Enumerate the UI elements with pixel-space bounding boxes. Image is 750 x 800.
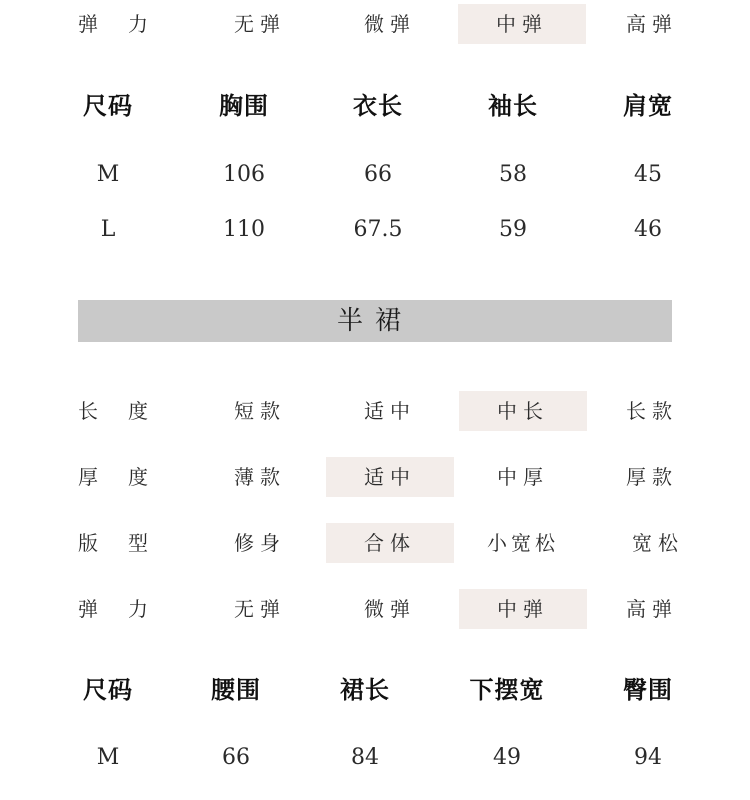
option-cell-selected: 中弹 — [459, 589, 587, 629]
value-cell: 49 — [493, 745, 521, 770]
skirt-size-header — [0, 670, 750, 710]
value-cell: 66 — [364, 162, 392, 187]
header-cell: 尺码 — [83, 675, 133, 704]
value-cell: 84 — [351, 745, 379, 770]
option-cell: 微弹 — [364, 597, 416, 621]
attribute-row-elasticity — [0, 589, 750, 629]
value-cell: 66 — [222, 745, 250, 770]
option-cell: 高弹 — [626, 12, 678, 36]
section-banner-skirt: 半裙 — [78, 300, 672, 342]
table-row — [0, 155, 750, 195]
header-cell: 衣长 — [353, 91, 403, 120]
option-cell-selected: 合体 — [326, 523, 454, 563]
header-cell: 裙长 — [340, 675, 390, 704]
table-row — [0, 738, 750, 778]
value-cell: 46 — [634, 217, 662, 242]
option-cell: 高弹 — [626, 597, 678, 621]
size-cell: L — [100, 217, 116, 242]
attribute-row-thickness — [0, 457, 750, 497]
option-cell: 宽松 — [632, 531, 684, 555]
size-cell: M — [96, 745, 120, 770]
value-cell: 45 — [634, 162, 662, 187]
attribute-label: 弹力 — [78, 12, 178, 36]
option-cell: 厚款 — [626, 465, 678, 489]
table-row — [0, 210, 750, 250]
header-cell: 胸围 — [219, 91, 269, 120]
value-cell: 110 — [223, 217, 265, 242]
size-cell: M — [96, 162, 120, 187]
value-cell: 59 — [499, 217, 527, 242]
option-cell-selected: 适中 — [326, 457, 454, 497]
attribute-label: 厚度 — [78, 465, 178, 489]
value-cell: 94 — [634, 745, 662, 770]
value-cell: 67.5 — [353, 217, 403, 242]
value-cell: 58 — [499, 162, 527, 187]
option-cell-selected: 中弹 — [458, 4, 586, 44]
option-cell: 长款 — [626, 399, 678, 423]
header-cell: 尺码 — [83, 91, 133, 120]
value-cell: 106 — [223, 162, 265, 187]
header-cell: 肩宽 — [623, 91, 673, 120]
attribute-label: 版型 — [78, 531, 178, 555]
option-cell: 适中 — [364, 399, 416, 423]
header-cell: 下摆宽 — [469, 675, 545, 704]
option-cell: 无弹 — [234, 12, 286, 36]
attribute-row-fit — [0, 523, 750, 563]
option-cell: 修身 — [234, 531, 286, 555]
option-cell: 微弹 — [364, 12, 416, 36]
header-cell: 腰围 — [211, 675, 261, 704]
attribute-label: 弹力 — [78, 597, 178, 621]
option-cell: 短款 — [234, 399, 286, 423]
top-size-header — [0, 86, 750, 126]
option-cell: 无弹 — [234, 597, 286, 621]
option-cell: 小宽松 — [487, 531, 559, 555]
option-cell: 薄款 — [234, 465, 286, 489]
option-cell-selected: 中长 — [459, 391, 587, 431]
option-cell: 中厚 — [497, 465, 549, 489]
attribute-row-length — [0, 391, 750, 431]
top-elasticity-row — [0, 4, 750, 44]
header-cell: 袖长 — [488, 91, 538, 120]
attribute-label: 长度 — [78, 399, 178, 423]
header-cell: 臀围 — [623, 675, 673, 704]
